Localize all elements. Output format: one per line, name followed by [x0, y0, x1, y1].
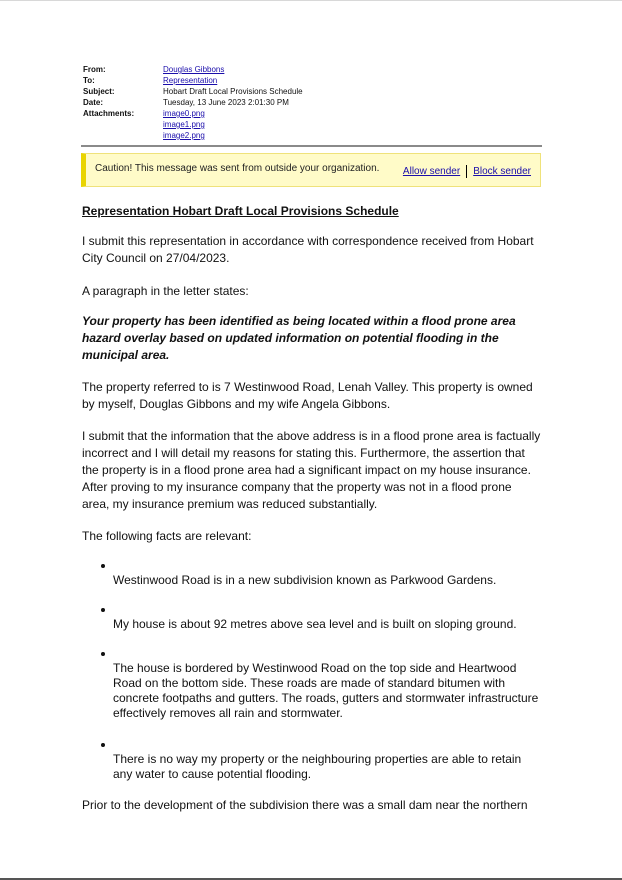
attachment-link[interactable]: image0.png	[163, 109, 205, 118]
attachment-link[interactable]: image2.png	[163, 131, 205, 140]
block-sender-link[interactable]: Block sender	[473, 166, 531, 177]
allow-sender-link[interactable]: Allow sender	[402, 166, 461, 177]
to-link[interactable]: Representation	[163, 76, 218, 85]
to-label: To:	[83, 76, 95, 85]
paragraph-incorrect-claim: I submit that the information that the above address is in a flood prone area is factually incorrect and I will detail my reasons for stating this. Furthermore, the assertion that the property is in a flood prone area had a significant impact on my house insurance. After proving to my insurance company that the property was not in a flood prone area, my insurance premium was reduced substantially.	[82, 429, 541, 511]
list-item: Westinwood Road is in a new subdivision known as Parkwood Gardens.	[113, 573, 497, 587]
paragraph-letter-states: A paragraph in the letter states:	[82, 284, 249, 298]
bullet-marker	[101, 564, 105, 568]
date-label: Date:	[83, 98, 104, 107]
date-row	[83, 97, 303, 108]
email-header	[83, 64, 303, 141]
caution-text: Caution! This message was sent from outside your organization.	[95, 163, 380, 174]
attachments-row	[83, 108, 303, 141]
quoted-letter-text: Your property has been identified as being located within a flood prone area hazard overlay based on updated information on potential flooding in the municipal area.	[82, 314, 516, 362]
header-divider	[81, 145, 542, 147]
paragraph-facts-intro: The following facts are relevant:	[82, 529, 252, 543]
link-separator	[466, 165, 467, 178]
to-row	[83, 75, 303, 86]
bullet-marker	[101, 608, 105, 612]
subject-row	[83, 86, 303, 97]
subject-label: Subject:	[83, 87, 115, 96]
page-top-edge	[0, 0, 622, 1]
sender-actions	[403, 165, 531, 178]
list-item: The house is bordered by Westinwood Road on the top side and Heartwood Road on the bottom side. These roads are made of standard bitumen with concrete footpaths and gutters. The roads, gutters and stormwater infrastructure effectively removes all rain and stormwater.	[113, 661, 539, 720]
body-heading: Representation Hobart Draft Local Provisions Schedule	[82, 204, 399, 218]
attachments-label: Attachments:	[83, 109, 135, 118]
paragraph-dam-history: Prior to the development of the subdivision there was a small dam near the northern	[82, 798, 528, 812]
list-item: There is no way my property or the neighbouring properties are able to retain any water to cause potential flooding.	[113, 752, 522, 781]
attachment-link[interactable]: image1.png	[163, 120, 205, 129]
list-item: My house is about 92 metres above sea level and is built on sloping ground.	[113, 617, 517, 631]
paragraph-correspondence: I submit this representation in accordance with correspondence received from Hobart City Council on 27/04/2023.	[82, 234, 534, 265]
attachment-list	[163, 108, 205, 141]
bullet-marker	[101, 743, 105, 747]
from-link[interactable]: Douglas Gibbons	[163, 65, 225, 74]
date-value: Tuesday, 13 June 2023 2:01:30 PM	[163, 98, 289, 107]
paragraph-property: The property referred to is 7 Westinwood Road, Lenah Valley. This property is owned by myself, Douglas Gibbons and my wife Angela Gibbons.	[82, 380, 533, 411]
subject-value: Hobart Draft Local Provisions Schedule	[163, 87, 303, 96]
bullet-marker	[101, 652, 105, 656]
from-label: From:	[83, 65, 106, 74]
from-row	[83, 64, 303, 75]
external-sender-banner	[81, 153, 541, 187]
